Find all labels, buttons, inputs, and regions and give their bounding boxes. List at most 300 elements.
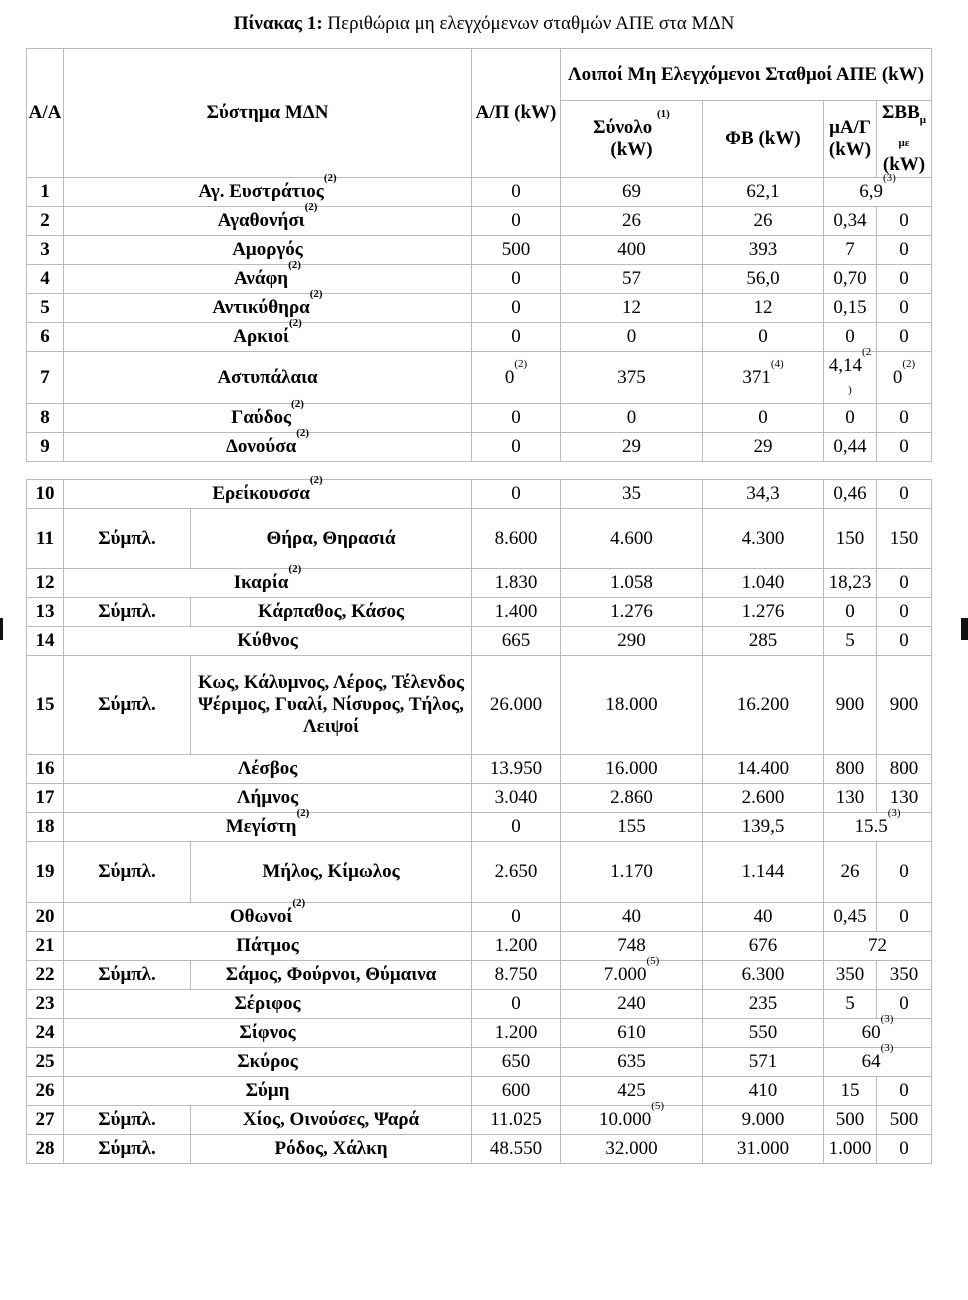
row-mag-value: 0 [845,407,855,428]
row-ap [472,627,561,656]
row-number [27,627,64,656]
row-sbb [877,323,932,352]
table-row [27,755,932,784]
row-number [27,433,64,462]
row-total [561,932,703,961]
row-ap [472,1135,561,1164]
row-name [64,627,472,656]
row-ap [472,903,561,932]
row-total-value: 240 [617,993,646,1014]
row-mag-value: 4,14 [828,354,863,376]
row-sbb [877,236,932,265]
row-fv-value: 40 [753,906,773,927]
row-name [191,509,472,569]
row-sbb-value: 0 [899,906,909,927]
table-caption [0,13,968,35]
table-row [27,842,932,903]
row-number [27,404,64,433]
row-number-value: 11 [36,527,54,549]
row-number [27,352,64,404]
row-fv [703,509,824,569]
row-name-value: Μεγίστη [225,816,297,837]
row-ap [472,236,561,265]
row-group [64,656,191,755]
row-mag-value: 0 [845,326,855,347]
row-name-note: (2) [296,427,310,439]
row-name-value: Ρόδος, Χάλκη [274,1138,388,1159]
row-total-value: 35 [622,483,641,504]
header-sbb-unit: (kW) [882,154,926,176]
row-total-value: 7.000 [603,964,647,985]
row-total-value: 290 [617,630,646,651]
row-name [64,1048,472,1077]
row-ap-value: 1.200 [494,935,538,956]
row-total-value: 18.000 [605,694,658,715]
row-fv-value: 1.276 [741,601,785,622]
row-sbb-value: 0 [892,366,903,388]
row-number [27,207,64,236]
row-total-value: 4.600 [610,527,653,549]
row-ap-value: 0 [504,366,515,388]
row-number-value: 1 [40,181,50,202]
table-row [27,433,932,462]
table-row [27,178,932,207]
row-total [561,1135,703,1164]
row-mag-value: 0 [845,601,855,622]
row-fv-value: 29 [753,436,773,457]
row-number-value: 24 [35,1022,55,1043]
row-sbb [877,352,932,404]
row-total-value: 32.000 [605,1138,658,1159]
row-ap [472,404,561,433]
row-fv [703,1135,824,1164]
row-name-value: Μήλος, Κίμωλος [262,861,400,882]
row-number [27,784,64,813]
row-name-note: (2) [292,897,306,909]
row-total-value: 1.170 [610,861,653,882]
row-sbb [877,509,932,569]
row-name-value: Θήρα, Θηρασιά [266,527,396,549]
row-ap-value: 500 [501,239,531,260]
row-total [561,1048,703,1077]
row-total [561,990,703,1019]
table-row [27,1048,932,1077]
row-ap-value: 26.000 [489,694,543,715]
row-fv-value: 139,5 [741,816,785,837]
header-total-note: (1) [657,108,670,120]
row-name-value: Ικαρία [233,572,289,593]
row-sbb [877,480,932,509]
row-ap-value: 0 [511,993,521,1014]
row-name-value: Αρκιοί [233,326,289,347]
row-mag [824,1106,877,1135]
row-number [27,569,64,598]
row-sbb-value: 0 [899,861,909,882]
row-fv-value: 14.400 [736,758,790,779]
row-mag [824,842,877,903]
row-group-value: Σύμπλ. [98,601,156,622]
row-name [64,427,472,462]
row-mag [824,294,877,323]
row-name [191,961,472,990]
row-fv-value: 676 [748,935,778,956]
row-mag [824,509,877,569]
row-mag [824,784,877,813]
row-mag-value: 5 [845,630,855,651]
row-total [561,955,703,990]
row-mag [824,990,877,1019]
row-total [561,569,703,598]
row-sbb-value: 0 [899,601,909,622]
table-row [27,294,932,323]
row-mag-sbb-merged-value: 60 [861,1022,881,1043]
row-ap [472,480,561,509]
row-fv [703,1106,824,1135]
row-total-value: 12 [622,297,641,318]
row-sbb-value: 0 [899,407,909,428]
row-ap-value: 0 [511,210,521,231]
row-fv [703,1048,824,1077]
row-sbb-value: 0 [899,326,909,347]
row-group [64,842,191,903]
row-number [27,323,64,352]
row-sbb [877,1135,932,1164]
row-fv [703,480,824,509]
row-total [561,755,703,784]
row-ap-value: 0 [511,326,521,347]
row-name [191,598,472,627]
row-number-value: 15 [35,694,55,715]
row-sbb-value: 0 [899,436,909,457]
row-fv [703,323,824,352]
header-ap: Α/Π (kW) [472,49,561,178]
right-edge-marker [961,618,968,640]
row-mag [824,627,877,656]
row-total [561,842,703,903]
row-sbb [877,627,932,656]
row-mag-sbb-merged [824,1013,932,1048]
row-mag-value: 18,23 [828,572,872,593]
row-ap-value: 1.400 [494,601,538,622]
row-name-note: (2) [309,474,323,486]
row-sbb-value: 350 [889,964,919,985]
row-fv-value: 0 [758,326,768,347]
row-mag-note: (2 [862,345,872,358]
row-ap-value: 0 [511,407,521,428]
table-row [27,480,932,509]
row-number-value: 21 [35,935,55,956]
row-mag-sbb-merged-value: 15.5 [854,816,888,837]
row-sbb-value: 500 [889,1109,919,1130]
row-ap [472,961,561,990]
row-total [561,207,703,236]
row-total [561,656,703,755]
row-ap [472,294,561,323]
row-name-value: Οθωνοί [229,906,293,927]
row-total [561,294,703,323]
row-sbb [877,433,932,462]
header-mag: μΑ/Γ (kW) [824,101,877,178]
row-mag [824,345,877,404]
row-mag [824,598,877,627]
row-ap-value: 8.750 [494,964,538,985]
row-mag-sbb-merged-note: (3) [880,1013,894,1025]
table-row [27,1135,932,1164]
row-ap-value: 0 [511,483,521,504]
row-fv [703,990,824,1019]
row-mag-value: 0,15 [833,297,867,318]
row-number-value: 14 [35,630,55,651]
table-row [27,813,932,842]
row-name-value: Γαύδος [231,407,292,428]
row-fv-value: 571 [748,1051,778,1072]
row-ap [472,323,561,352]
row-total-value: 375 [617,366,646,388]
row-mag-sbb-merged-value: 72 [868,935,887,956]
table-row [27,784,932,813]
row-fv [703,207,824,236]
row-fv [703,932,824,961]
row-mag-value: 26 [840,861,860,882]
row-name [64,317,472,352]
row-fv [703,813,824,842]
row-sbb-value: 0 [899,210,909,231]
row-ap [472,755,561,784]
row-sbb [877,265,932,294]
row-name-value: Αγ. Ευστράτιος [198,181,324,202]
header-sbb: $\Sigma BB_\mu$ με (kW) [877,101,932,178]
row-fv [703,294,824,323]
row-sbb [877,656,932,755]
row-number-value: 7 [40,366,50,388]
row-ap [472,569,561,598]
row-fv-value: 2.600 [741,787,785,808]
row-group-value: Σύμπλ. [98,861,156,882]
row-total [561,813,703,842]
header-system: Σύστημα ΜΔΝ [64,49,472,178]
row-mag-value: 0,46 [833,483,867,504]
row-sbb [877,842,932,903]
table-row [27,236,932,265]
row-fv [703,784,824,813]
row-group-value: Σύμπλ. [98,964,156,985]
row-sbb-value: 800 [889,758,919,779]
row-fv-value: 550 [748,1022,778,1043]
row-mag-value: 1.000 [828,1138,872,1159]
row-ap-value: 600 [501,1080,531,1101]
row-name-value: Αμοργός [232,239,303,260]
row-group-value: Σύμπλ. [98,1109,156,1130]
row-mag-value: 0,70 [833,268,867,289]
row-name [64,784,472,813]
row-total [561,784,703,813]
row-number [27,598,64,627]
row-name [64,236,472,265]
row-number-value: 3 [40,239,50,260]
row-mag-value: 0,44 [833,436,867,457]
row-fv-value: 6.300 [741,964,785,985]
row-number [27,1106,64,1135]
row-group-value: Σύμπλ. [98,1138,156,1159]
row-number [27,755,64,784]
row-total-value: 57 [622,268,641,289]
row-fv [703,352,824,404]
header-total-unit: (kW) [610,139,653,160]
row-number-value: 13 [35,601,55,622]
row-mag-sbb-merged-note: (3) [880,1042,894,1054]
caption-label: Πίνακας 1: [233,13,323,34]
row-sbb-value: 150 [889,527,919,549]
row-number [27,236,64,265]
row-mag-value: 7 [845,239,855,260]
row-name-value: Σάμος, Φούρνοι, Θύμαινα [225,964,437,985]
row-sbb [877,404,932,433]
row-number-value: 17 [35,787,55,808]
row-name-note: (2) [291,398,304,410]
row-total [561,433,703,462]
row-total-value: 748 [617,935,646,956]
header-sbb-sub: με [898,137,910,150]
row-number-value: 5 [40,297,50,318]
row-sbb-value: 0 [899,993,909,1014]
row-fv [703,627,824,656]
row-fv-value: 26 [753,210,773,231]
row-total [561,352,703,404]
row-name-value: Αντικύθηρα [212,297,310,318]
row-name [64,897,472,932]
row-ap [472,352,561,404]
row-fv-value: 9.000 [741,1109,785,1130]
row-total-value: 610 [617,1022,646,1043]
row-total [561,509,703,569]
row-mag-sbb-merged-value: 6,9 [859,181,883,202]
row-ap-value: 1.200 [494,1022,538,1043]
row-fv-value: 0 [758,407,768,428]
row-sbb-value: 0 [899,297,909,318]
row-name-value: Λήμνος [236,787,299,808]
row-sbb [877,755,932,784]
row-name-note: (2) [288,317,302,329]
row-mag [824,1135,877,1164]
row-ap-value: 0 [511,816,521,837]
row-mag [824,903,877,932]
row-fv-value: 285 [748,630,778,651]
row-sbb-value: 0 [899,483,909,504]
row-number [27,265,64,294]
row-ap-note: (2) [514,357,528,370]
row-mag [824,1077,877,1106]
row-fv [703,569,824,598]
row-name [64,201,472,236]
row-total [561,178,703,207]
row-sbb-value: 0 [899,268,909,289]
row-ap-value: 1.830 [494,572,538,593]
row-total [561,480,703,509]
row-name [64,288,472,323]
row-number [27,990,64,1019]
row-number-value: 16 [35,758,55,779]
row-number-value: 19 [35,861,55,882]
caption-text: Περιθώρια μη ελεγχόμενων σταθμών ΑΠΕ στα ΜΔΝ [327,13,735,34]
row-number-value: 10 [35,483,55,504]
row-ap [472,784,561,813]
row-ap [472,1077,561,1106]
row-sbb [877,598,932,627]
row-sbb-value: 0 [899,239,909,260]
row-fv [703,1019,824,1048]
row-total-value: 400 [617,239,646,260]
row-ap-value: 3.040 [494,787,538,808]
row-ap-value: 11.025 [490,1109,542,1130]
row-fv-value: 1.040 [741,572,785,593]
table-row [27,1106,932,1135]
row-mag-sbb-merged-note: (3) [887,807,901,819]
row-fv [703,1077,824,1106]
row-sbb-value: 130 [889,787,919,808]
row-group [64,598,191,627]
row-name-value: Ανάφη [234,268,289,289]
row-ap-value: 13.950 [489,758,543,779]
row-total-value: 0 [626,407,637,428]
table-row [27,569,932,598]
row-fv [703,265,824,294]
row-mag [824,569,877,598]
row-sbb [877,903,932,932]
row-mag-value: 15 [840,1080,860,1101]
row-sbb-value: 0 [899,1138,909,1159]
row-number [27,932,64,961]
row-mag-value: 5 [845,993,855,1014]
row-ap [472,656,561,755]
row-fv-note: (4) [770,357,784,370]
row-sbb-value: 0 [899,630,909,651]
row-fv-value: 1.144 [741,861,785,882]
row-fv-value: 4.300 [741,527,785,549]
row-ap-value: 2.650 [494,861,538,882]
row-total [561,404,703,433]
row-sbb [877,207,932,236]
row-mag [824,265,877,294]
row-name-note: (2) [323,172,337,184]
row-mag-value: 500 [835,1109,865,1130]
row-number-value: 26 [35,1080,55,1101]
row-ap [472,1106,561,1135]
row-number-value: 27 [35,1109,55,1130]
row-mag-sbb-merged [824,172,932,207]
row-name [64,474,472,509]
row-mag [824,656,877,755]
row-name-value: Δονούσα [225,436,297,457]
row-name [64,807,472,842]
row-number-value: 12 [35,572,55,593]
table-row [27,509,932,569]
header-sbb-label: ΣΒΒ [881,101,920,123]
row-sbb-value: 0 [899,1080,909,1101]
row-fv-value: 410 [748,1080,778,1101]
row-total-value: 155 [617,816,646,837]
row-number-value: 23 [35,993,55,1014]
row-number [27,509,64,569]
row-number-value: 20 [35,906,55,927]
row-number [27,842,64,903]
row-name-note: (2) [304,201,318,213]
row-total-value: 635 [617,1051,646,1072]
row-total [561,1019,703,1048]
row-mag [824,755,877,784]
header-fv: ΦΒ (kW) [703,101,824,178]
row-total [561,323,703,352]
row-name-note: (2) [296,807,310,819]
